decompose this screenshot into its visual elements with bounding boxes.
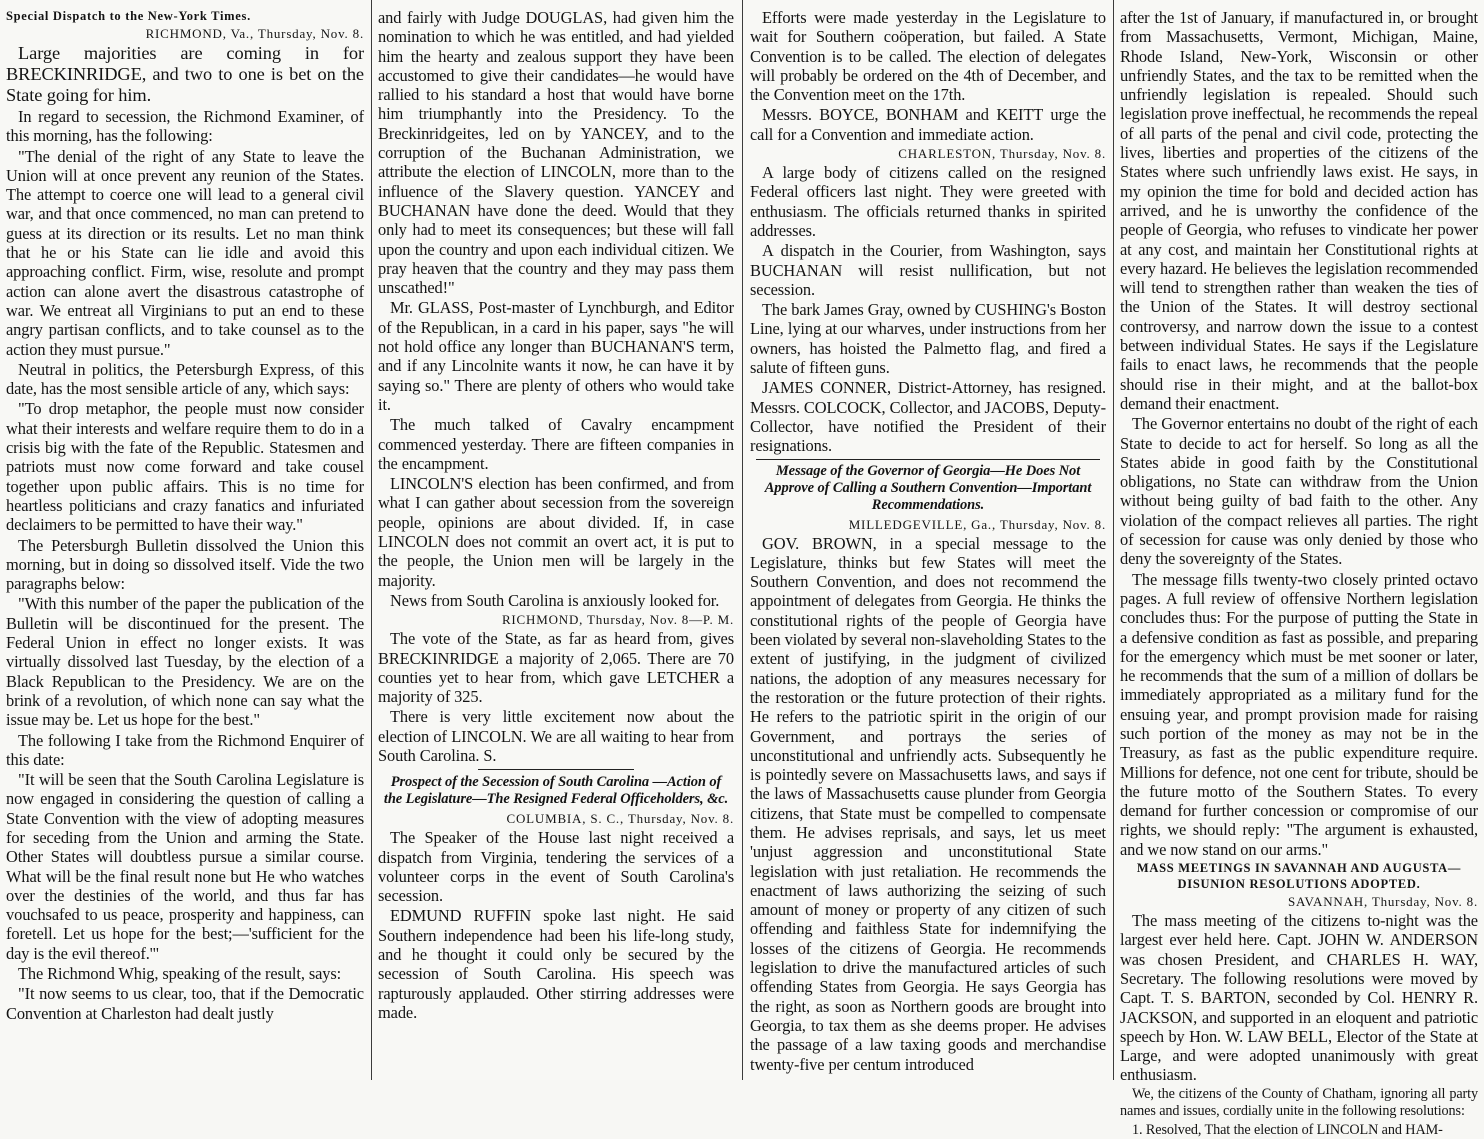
- headline: Message of the Governor of Georgia—He Does Not Approve of Calling a Southern Convention—Important Recommendations.: [764, 462, 1092, 513]
- column-3: [744, 0, 1112, 1080]
- paragraph: The Petersburgh Bulletin dissolved the Union this morning, but in doing so dissolved itself. Vide the two paragraphs below:: [6, 535, 364, 594]
- paragraph: There is very little excitement now about the election of LINCOLN. We are all waiting to hear from South Carolina. S.: [378, 707, 734, 765]
- paragraph: Large majorities are coming in for BRECKINRIDGE, and two to one is bet on the State going for him.: [6, 43, 364, 105]
- paragraph: LINCOLN'S election has been confirmed, and from what I can gather about secession from the sovereign people, opinions are about divided. If, in case LINCOLN does not commit an overt act, it is put to the people, the Union men will be largely in the majority.: [378, 474, 734, 590]
- paragraph: Efforts were made yesterday in the Legislature to wait for Southern coöperation, but failed. A State Convention is to be called. The election of delegates will probably be ordered on the 4th of December, and the Convention meet on the 17th.: [750, 8, 1106, 105]
- paragraph: The vote of the State, as far as heard from, gives BRECKINRIDGE a majority of 2,065. There are 70 counties yet to hear from, which gave LETCHER a majority of 325.: [378, 629, 734, 707]
- paragraph: "To drop metaphor, the people must now consider what their interests and welfare require them to do in a crisis big with the fate of the Republic. Statesmen and patriots must now come forward and take cousel together upon public affairs. This is no time for heartless politicians and crazy fanatics and infuriated declaimers to be permitted to have their way.": [6, 399, 364, 535]
- paragraph: The Richmond Whig, speaking of the result, says:: [18, 964, 342, 984]
- headline: MASS MEETINGS IN SAVANNAH AND AUGUSTA—DISUNION RESOLUTIONS ADOPTED.: [1136, 861, 1462, 892]
- paragraph: Mr. GLASS, Post-master of Lynchburgh, and Editor of the Republican, in a card in his paper, says "he will not hold office any longer than BUCHANAN'S term, and if any Lincolnite wants it now, he can have it by saying so." There are plenty of others who would take it.: [378, 298, 734, 414]
- paragraph: after the 1st of January, if manufactured in, or brought from Massachusetts, Vermont, Michigan, Maine, Rhode Island, New-York, Wisconsin or other unfriendly States, and the tax to be remitted when the unfriendly legislation is repealed. Should such legislation prove ineffectual, he recommends the repeal of all parts of the penal and civil code, protecting the lives, liberties and properties of the citizens of the States where such unfriendly laws exist. He says, in my opinion the time for bold and decided action has arrived, and he is unworthy the confidence of the people of Georgia, who refuses to vindicate her power at any cost, and maintain her Constitutional rights at every hazard. He believes the legislation recommended will tend to strengthen rather than weaken the ties of the Union of the States. It will destroy sectional controversy, and narrow down the issue to a contest between individual States. He says if the Legislature fails to enact laws, he recommends that the people should rise in their might, and at the ballot-box demand their enactment.: [1120, 8, 1478, 413]
- headline: Special Dispatch to the New-York Times.: [6, 9, 251, 23]
- section-separator: [478, 769, 634, 770]
- dateline: MILLEDGEVILLE, Ga., Thursday, Nov. 8.: [848, 516, 1106, 532]
- column-2: [372, 0, 740, 1080]
- section-separator: [756, 459, 1100, 460]
- dateline: RICHMOND, Va., Thursday, Nov. 8.: [145, 26, 364, 41]
- paragraph: 1. Resolved, That the election of LINCOLN and HAM-: [1132, 1121, 1443, 1138]
- headline: Prospect of the Secession of South Carolina —Action of the Legislature—The Resigned Federal Officeholders, &c.: [383, 774, 729, 808]
- paragraph: A large body of citizens called on the resigned Federal officers last night. They were greeted with enthusiasm. The officials returned thanks in spirited addresses.: [750, 163, 1106, 240]
- paragraph: "It now seems to us clear, too, that if the Democratic Convention at Charleston had dealt justly: [6, 984, 364, 1023]
- paragraph: and fairly with Judge DOUGLAS, had given him the nomination to which he was entitled, and had yielded him the hearty and zealous support they have been accustomed to give their candidates—he would have rallied to his standard a host that would have borne him triumphantly into the Presidency. To the Breckinridgeites, led on by YANCEY, and to the corruption of the Buchanan Administration, we attribute the election of LINCOLN, more than to the influence of the Slavery question. YANCEY and BUCHANAN have done the deed. Would that they only had to meet its consequences; but these will fall upon the country and upon each individual citizen. We pray heaven that the country and they may pass them unscathed!": [378, 8, 734, 298]
- paragraph: EDMUND RUFFIN spoke last night. He said Southern independence had been his life-long study, and he thought it could only be secured by the secession of South Carolina. His speech was rapturously applauded. Other stirring addresses were made.: [378, 906, 734, 1022]
- paragraph: The message fills twenty-two closely printed octavo pages. A full review of offensive Northern legislation concludes thus: For the purpose of putting the State in a defensive condition as fast as possible, and preparing for the emergency which must be met sooner or later, he recommends that the sum of a million of dollars be immediately appropriated as a military fund for the ensuing year, and prompt provision made for raising such portion of the money as may not be in the Treasury, as fast as the public expenditure require. Millions for defence, not one cent for tribute, should be the future motto of the Southern States. To every demand for further concession or compromise of our rights, we should reply: "The argument is exhausted, and we now stand on our arms.": [1120, 569, 1478, 859]
- paragraph: News from South Carolina is anxiously looked for.: [390, 590, 720, 610]
- paragraph: Neutral in politics, the Petersburgh Express, of this date, has the most sensible article of any, which says:: [6, 359, 364, 399]
- paragraph: The bark James Gray, owned by CUSHING's Boston Line, lying at our wharves, under instructions from her owners, has hoisted the Palmetto flag, and fired a salute of fifteen guns.: [750, 300, 1106, 378]
- paragraph: GOV. BROWN, in a special message to the Legislature, thinks but few States will meet the Southern Convention, and does not recommend the appointment of delegates from Georgia. He thinks the constitutional rights of the people of Georgia have been violated by several non-slaveholding States to the extent of justifying, in the judgment of civilized nations, the adoption of any measures necessary for the restoration or the future protection of their rights. He refers to the patriotic spirit in the origin of our Government, and portrays the series of unconstitutional and unfriendly acts. Subsequently he is pointedly severe on Massachusetts laws, and says if the laws of Massachusetts cause plunder from Georgia citizens, that State must be compelled to compensate them. He advises reprisals, and says, let us meet 'unjust aggression and unconstitutional State legislation with just retaliation. He recommends the enactment of laws authorizing the seizing of such amount of money or property of any citizen of such offending and faithless State for indemnifying the losses of the citizens of Georgia. He recommends legislation to drive the manufactured articles of such offending States from Georgia. He says Georgia has the right, as soon as Northern goods are brought into Georgia, to tax them as she deems proper. He advises the passage of a law taxing goods and merchandise twenty-five per centum introduced: [750, 533, 1106, 1074]
- paragraph: "It will be seen that the South Carolina Legislature is now engaged in considering the question of calling a State Convention with the view of adopting measures for seceding from the Union and arming the State. Other States will doubtless pursue a similar course. What will be the final result none but He who watches over the destinies of the world, and thus far has vouchsafed to us peace, prosperity and happiness, can foretell. Let us hope for the best;—'sufficient for the day is the evil thereof.'": [6, 770, 364, 963]
- paragraph: The mass meeting of the citizens to-night was the largest ever held here. Capt. JOHN W. ANDERSON was chosen President, and CHARLES H. WAY, Secretary. The following resolutions were moved by Capt. T. S. BARTON, seconded by Col. HENRY R. JACKSON, and supported in an eloquent and patriotic speech by Hon. W. LAW BELL, Elector of the State at Large, and were adopted unanimously with great enthusiasm.: [1120, 911, 1478, 1085]
- column-1: [0, 0, 370, 1080]
- paragraph: The Speaker of the House last night received a dispatch from Virginia, tendering the services of a volunteer corps in the event of South Carolina's secession.: [378, 828, 734, 906]
- dateline: CHARLESTON, Thursday, Nov. 8.: [898, 146, 1106, 162]
- column-rule: [742, 0, 743, 1080]
- paragraph: The much talked of Cavalry encampment commenced yesterday. There are fifteen companies in the encampment.: [378, 415, 734, 473]
- dateline: RICHMOND, Thursday, Nov. 8—P. M.: [501, 612, 734, 628]
- paragraph: The following I take from the Richmond Enquirer of this date:: [6, 730, 364, 769]
- paragraph: In regard to secession, the Richmond Examiner, of this morning, has the following:: [6, 107, 364, 146]
- paragraph: "With this number of the paper the publication of the Bulletin will be discontinued for the present. The Federal Union in effect no longer exists. It was virtually dissolved last Tuesday, by the election of a Black Republican to the Presidency. We are on the brink of a revolution, of which none can say what the issue may be. Let us hope for the best.": [6, 594, 364, 730]
- paragraph: JAMES CONNER, District-Attorney, has resigned. Messrs. COLCOCK, Collector, and JACOBS, Deputy-Collector, have notified the President of their resignations.: [750, 378, 1106, 456]
- column-4: [1114, 0, 1484, 1138]
- paragraph: Messrs. BOYCE, BONHAM and KEITT urge the call for a Convention and immediate action.: [750, 105, 1106, 144]
- paragraph: We, the citizens of the County of Chatham, ignoring all party names and issues, cordially unite in the following resolutions:: [1120, 1085, 1478, 1120]
- paragraph: "The denial of the right of any State to leave the Union will at once prevent any reunion of the States. The attempt to coerce one will lead to a general civil war, and that once commenced, no man can pretend to guess at its direction or its results. Let no man think that he or his State can lie idle and avoid this approaching conflict. Firm, wise, resolute and prompt action can alone avert the disastrous catastrophe of war. We entreat all Virginians to put an end to these angry partisan conflicts, and to take counsel as to the action they must pursue.": [6, 146, 364, 359]
- dateline: SAVANNAH, Thursday, Nov. 8.: [1287, 894, 1478, 910]
- paragraph: The Governor entertains no doubt of the right of each State to decide to act for herself. So long as all the States abide in good faith by the Constitutional obligations, no State can withdraw from the Union without being guilty of bad faith to the other. Any violation of the compact relieves all parties. The right of secession for cause was only denied by those who deny the sovereignty of the States.: [1120, 414, 1478, 569]
- paragraph: A dispatch in the Courier, from Washington, says BUCHANAN will resist nullification, but not secession.: [750, 241, 1106, 299]
- dateline: COLUMBIA, S. C., Thursday, Nov. 8.: [506, 811, 734, 827]
